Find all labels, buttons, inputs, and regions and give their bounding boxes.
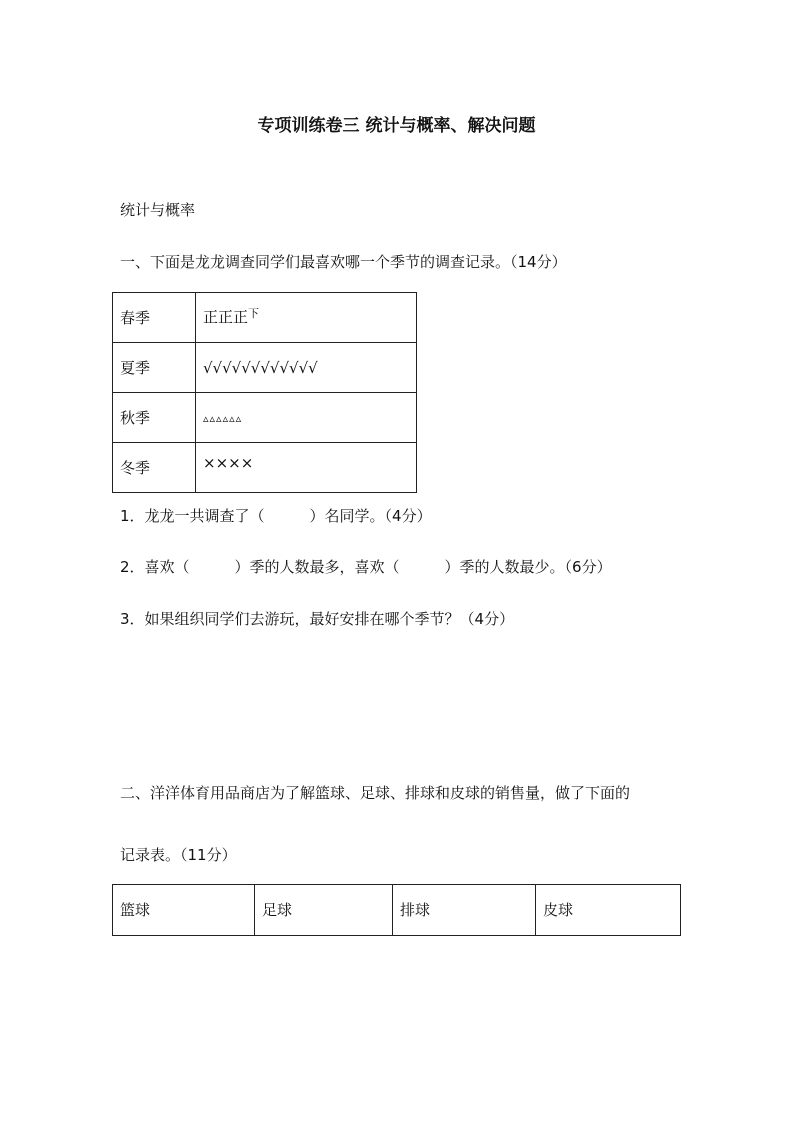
question-1-sub-1: 1．龙龙一共调查了（ ）名同学。（4分） xyxy=(120,507,432,525)
tally-cell xyxy=(196,293,417,343)
question-1-prompt: 一、下面是龙龙调查同学们最喜欢哪一个季节的调查记录。（14分） xyxy=(120,253,567,271)
season-cell: 春季 xyxy=(113,293,196,343)
table-row xyxy=(113,293,417,343)
page-title: 专项训练卷三 统计与概率、解决问题 xyxy=(257,116,536,136)
ball-sales-table xyxy=(112,884,681,936)
tally-marks-partial: 下 xyxy=(248,306,260,320)
header-cell-basketball: 篮球 xyxy=(113,885,255,936)
table-row xyxy=(113,885,681,936)
triangle-marks: ▵▵▵▵▵▵ xyxy=(203,411,243,425)
header-cell-rubber-ball: 皮球 xyxy=(536,885,681,936)
header-cell-football: 足球 xyxy=(255,885,393,936)
checkmark-cell: √√√√√√√√√√√√ xyxy=(196,343,417,393)
question-1-sub-3: 3．如果组织同学们去游玩，最好安排在哪个季节？（4分） xyxy=(120,610,515,628)
cross-cell: ×××× xyxy=(196,443,417,493)
question-1-sub-2: 2．喜欢（ ）季的人数最多，喜欢（ ）季的人数最少。（6分） xyxy=(120,558,612,576)
triangle-cell xyxy=(196,393,417,443)
season-cell: 冬季 xyxy=(113,443,196,493)
season-cell: 秋季 xyxy=(113,393,196,443)
question-2-prompt-line-1: 二、洋洋体育用品商店为了解篮球、足球、排球和皮球的销售量，做了下面的 xyxy=(120,784,631,802)
header-cell-volleyball: 排球 xyxy=(393,885,536,936)
season-cell: 夏季 xyxy=(113,343,196,393)
section-heading: 统计与概率 xyxy=(120,201,196,219)
tally-marks: 正正正 xyxy=(203,307,249,326)
question-2-prompt-line-2: 记录表。（11分） xyxy=(120,846,237,864)
table-row xyxy=(113,343,417,393)
season-survey-table xyxy=(112,292,417,493)
table-row xyxy=(113,393,417,443)
table-row xyxy=(113,443,417,493)
